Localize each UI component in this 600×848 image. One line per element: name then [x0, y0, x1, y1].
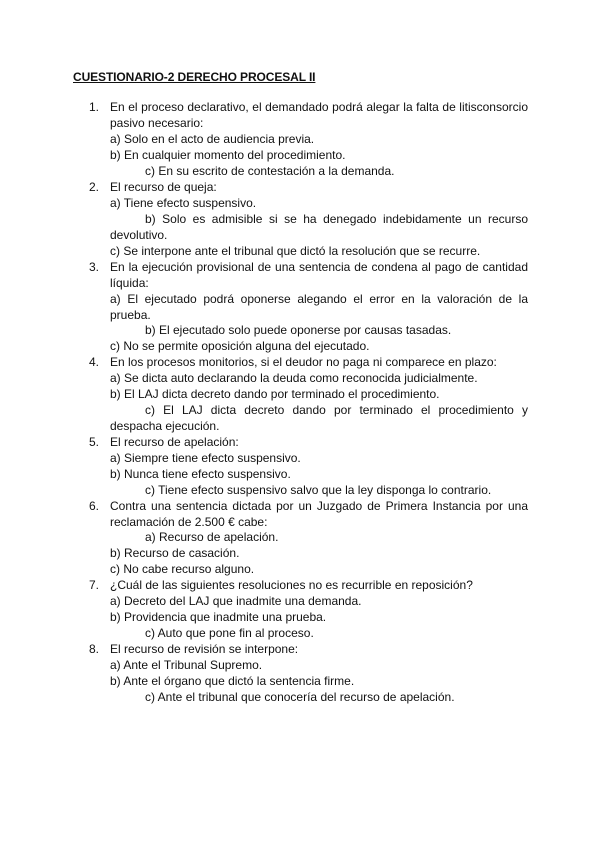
question-1	[89, 100, 528, 132]
question-3-option-a: a) El ejecutado podrá oponerse alegando el error en la valoración de la prueba.	[110, 292, 528, 322]
question-7-option-a: a) Decreto del LAJ que inadmite una demanda.	[110, 594, 362, 608]
question-2-option-a: a) Tiene efecto suspensivo.	[110, 196, 257, 210]
question-7-option-c: c) Auto que pone fin al proceso.	[145, 626, 314, 640]
question-6-option-c: c) No cabe recurso alguno.	[110, 562, 255, 576]
question-number: 3.	[89, 260, 100, 274]
question-5-option-b: b) Nunca tiene efecto suspensivo.	[110, 467, 291, 481]
question-number: 8.	[89, 642, 100, 656]
question-2-option-c: c) Se interpone ante el tribunal que dictó la resolución que se recurre.	[110, 244, 481, 258]
question-text: El recurso de apelación:	[110, 435, 239, 449]
question-5-option-c: c) Tiene efecto suspensivo salvo que la ley disponga lo contrario.	[145, 483, 492, 497]
question-text: El recurso de revisión se interpone:	[110, 642, 299, 656]
question-number: 1.	[89, 100, 100, 114]
question-7	[89, 578, 528, 594]
question-5	[89, 435, 528, 451]
question-2-option-b	[110, 212, 528, 244]
question-6-option-b: b) Recurso de casación.	[110, 546, 240, 560]
question-8-option-c: c) Ante el tribunal que conocería del recurso de apelación.	[145, 690, 455, 704]
question-8-option-a: a) Ante el Tribunal Supremo.	[110, 658, 263, 672]
question-text: En la ejecución provisional de una sentencia de condena al pago de cantidad líquida:	[110, 260, 528, 290]
question-6	[89, 499, 528, 531]
question-number: 7.	[89, 578, 100, 592]
question-6-option-a: a) Recurso de apelación.	[145, 530, 279, 544]
question-8	[89, 642, 528, 658]
question-number: 4.	[89, 355, 100, 369]
question-4	[89, 355, 528, 371]
question-1-option-a: a) Solo en el acto de audiencia previa.	[110, 132, 315, 146]
question-text: El recurso de queja:	[110, 180, 217, 194]
question-4-option-a: a) Se dicta auto declarando la deuda como reconocida judicialmente.	[110, 371, 478, 385]
question-3-option-c: c) No se permite oposición alguna del ejecutado.	[110, 339, 370, 353]
question-text: ¿Cuál de las siguientes resoluciones no es recurrible en reposición?	[110, 578, 473, 592]
option-text: c) El LAJ dicta decreto dando por terminado el procedimiento y despacha ejecución.	[110, 403, 528, 433]
question-text: En los procesos monitorios, si el deudor no paga ni comparece en plazo:	[110, 355, 497, 369]
question-1-option-b: b) En cualquier momento del procedimiento.	[110, 148, 346, 162]
question-1-option-c: c) En su escrito de contestación a la demanda.	[145, 164, 395, 178]
page-title: CUESTIONARIO-2 DERECHO PROCESAL II	[73, 70, 316, 84]
question-number: 6.	[89, 499, 100, 513]
question-7-option-b: b) Providencia que inadmite una prueba.	[110, 610, 327, 624]
question-3-option-b: b) El ejecutado solo puede oponerse por causas tasadas.	[145, 323, 452, 337]
question-number: 2.	[89, 180, 100, 194]
question-number: 5.	[89, 435, 100, 449]
question-5-option-a: a) Siempre tiene efecto suspensivo.	[110, 451, 301, 465]
question-2	[89, 180, 528, 196]
option-text: b) Solo es admisible si se ha denegado indebidamente un recurso devolutivo.	[110, 212, 528, 242]
question-text: Contra una sentencia dictada por un Juzgado de Primera Instancia por una reclamación de 2.500 € cabe:	[110, 499, 528, 529]
question-text: En el proceso declarativo, el demandado podrá alegar la falta de litisconsorcio pasivo necesario:	[110, 100, 528, 130]
question-8-option-b: b) Ante el órgano que dictó la sentencia firme.	[110, 674, 355, 688]
question-4-option-c	[110, 403, 528, 435]
question-3	[89, 260, 528, 292]
question-4-option-b: b) El LAJ dicta decreto dando por terminado el procedimiento.	[110, 387, 440, 401]
